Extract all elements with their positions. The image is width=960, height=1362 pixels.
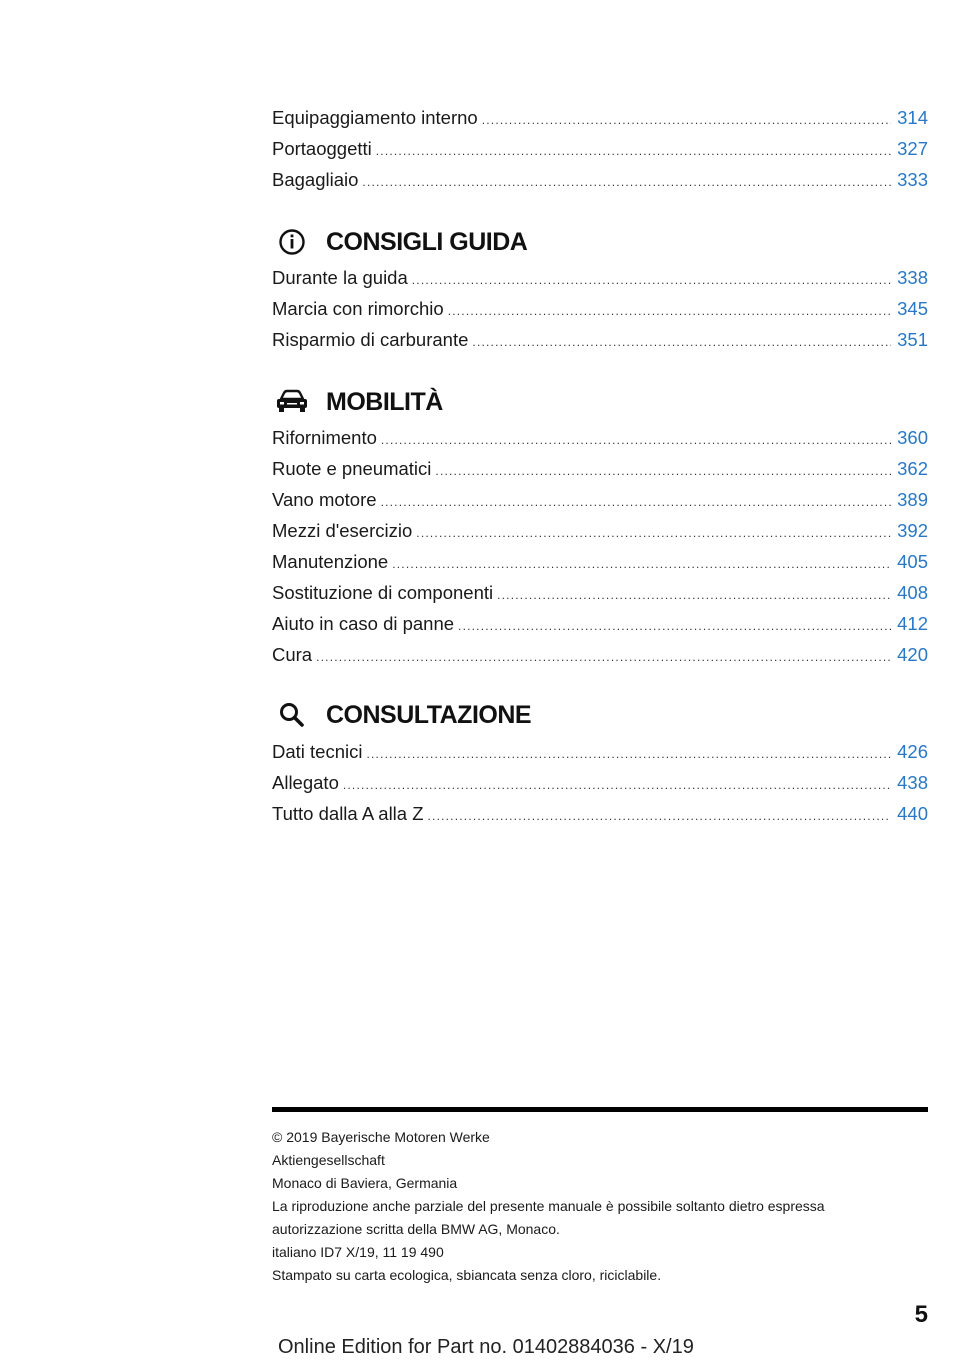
imprint bbox=[272, 1126, 932, 1287]
toc-entry-page[interactable]: 438 bbox=[897, 772, 928, 793]
car-icon bbox=[272, 382, 312, 422]
section-title: CONSULTAZIONE bbox=[326, 700, 532, 729]
toc-entry-page[interactable]: 362 bbox=[897, 458, 928, 479]
toc-entry-label: Risparmio di carburante bbox=[272, 329, 469, 350]
toc-entry-page[interactable]: 314 bbox=[897, 107, 928, 128]
toc-entry-page[interactable]: 392 bbox=[897, 520, 928, 541]
toc-leader-dots bbox=[458, 611, 891, 642]
toc-entry[interactable] bbox=[272, 324, 928, 355]
toc-entry-page[interactable]: 440 bbox=[897, 803, 928, 824]
imprint-line: Stampato su carta ecologica, sbiancata senza cloro, riciclabile. bbox=[272, 1267, 662, 1283]
toc-entry-page[interactable]: 405 bbox=[897, 551, 928, 572]
toc-leader-dots bbox=[366, 739, 891, 770]
toc-entry-label: Portaoggetti bbox=[272, 138, 372, 159]
toc-entry-label: Marcia con rimorchio bbox=[272, 298, 444, 319]
toc-leader-dots bbox=[497, 580, 891, 611]
toc-group-intro bbox=[272, 102, 928, 195]
toc-entry[interactable] bbox=[272, 164, 928, 195]
toc-entry-page[interactable]: 327 bbox=[897, 138, 928, 159]
toc-leader-dots bbox=[448, 296, 891, 327]
toc-entry-page[interactable]: 345 bbox=[897, 298, 928, 319]
toc-entry[interactable] bbox=[272, 102, 928, 133]
toc-entry[interactable] bbox=[272, 262, 928, 293]
toc-entry[interactable] bbox=[272, 422, 928, 453]
toc-group-consultazione bbox=[272, 736, 928, 829]
toc-group-mobilita bbox=[272, 422, 928, 670]
toc-entry[interactable] bbox=[272, 293, 928, 324]
toc-entry-label: Mezzi d'esercizio bbox=[272, 520, 413, 541]
toc-entry-page[interactable]: 389 bbox=[897, 489, 928, 510]
toc-entry[interactable] bbox=[272, 453, 928, 484]
section-title: MOBILITÀ bbox=[326, 387, 443, 416]
toc-entry[interactable] bbox=[272, 133, 928, 164]
toc-entry-label: Cura bbox=[272, 644, 313, 665]
toc-leader-dots bbox=[343, 770, 891, 801]
section-heading-consultazione bbox=[272, 695, 928, 735]
toc-entry-label: Aiuto in caso di panne bbox=[272, 613, 455, 634]
toc-leader-dots bbox=[362, 167, 891, 198]
toc-entry-label: Durante la guida bbox=[272, 267, 408, 288]
toc-entry-page[interactable]: 412 bbox=[897, 613, 928, 634]
toc-entry-page[interactable]: 426 bbox=[897, 741, 928, 762]
imprint-line: Monaco di Baviera, Germania bbox=[272, 1175, 458, 1191]
divider-rule bbox=[272, 1107, 928, 1112]
toc-entry[interactable] bbox=[272, 639, 928, 670]
toc-leader-dots bbox=[412, 265, 891, 296]
toc-leader-dots bbox=[472, 327, 891, 358]
toc-entry-label: Vano motore bbox=[272, 489, 377, 510]
toc-entry-label: Dati tecnici bbox=[272, 741, 363, 762]
info-icon bbox=[272, 222, 312, 262]
imprint-line: autorizzazione scritta della BMW AG, Monaco. bbox=[272, 1221, 560, 1237]
toc-entry[interactable] bbox=[272, 736, 928, 767]
toc-entry[interactable] bbox=[272, 767, 928, 798]
search-icon bbox=[272, 695, 312, 735]
toc-entry-label: Equipaggiamento interno bbox=[272, 107, 478, 128]
imprint-line: Aktiengesellschaft bbox=[272, 1152, 385, 1168]
toc-leader-dots bbox=[428, 801, 892, 832]
toc-entry-label: Tutto dalla A alla Z bbox=[272, 803, 424, 824]
toc-entry[interactable] bbox=[272, 484, 928, 515]
toc-entry[interactable] bbox=[272, 798, 928, 829]
toc-leader-dots bbox=[381, 425, 891, 456]
toc-entry-label: Bagagliaio bbox=[272, 169, 359, 190]
toc-entry-label: Sostituzione di componenti bbox=[272, 582, 494, 603]
toc-leader-dots bbox=[482, 105, 891, 136]
toc-entry[interactable] bbox=[272, 608, 928, 639]
footer-edition-note: Online Edition for Part no. 01402884036 - X/19 bbox=[278, 1336, 694, 1358]
section-title: CONSIGLI GUIDA bbox=[326, 227, 528, 256]
toc-leader-dots bbox=[435, 456, 891, 487]
toc-leader-dots bbox=[381, 487, 892, 518]
toc-leader-dots bbox=[316, 642, 891, 673]
toc-leader-dots bbox=[376, 136, 891, 167]
toc-entry-page[interactable]: 408 bbox=[897, 582, 928, 603]
imprint-line: © 2019 Bayerische Motoren Werke bbox=[272, 1129, 490, 1145]
toc-entry-page[interactable]: 360 bbox=[897, 427, 928, 448]
toc-entry[interactable] bbox=[272, 515, 928, 546]
toc-leader-dots bbox=[416, 518, 891, 549]
toc-entry[interactable] bbox=[272, 546, 928, 577]
section-heading-consigli-guida bbox=[272, 222, 928, 262]
imprint-line: italiano ID7 X/19, 11 19 490 bbox=[272, 1244, 444, 1260]
toc-entry-label: Rifornimento bbox=[272, 427, 377, 448]
toc-entry-page[interactable]: 420 bbox=[897, 644, 928, 665]
toc-entry-page[interactable]: 338 bbox=[897, 267, 928, 288]
imprint-line: La riproduzione anche parziale del presente manuale è possibile soltanto dietro espressa bbox=[272, 1198, 825, 1214]
toc-entry-label: Allegato bbox=[272, 772, 339, 793]
toc-group-consigli-guida bbox=[272, 262, 928, 355]
toc-entry-page[interactable]: 351 bbox=[897, 329, 928, 350]
page-number: 5 bbox=[914, 1301, 928, 1328]
toc-entry-label: Ruote e pneumatici bbox=[272, 458, 432, 479]
toc-leader-dots bbox=[392, 549, 891, 580]
section-heading-mobilita bbox=[272, 382, 928, 422]
toc-entry-label: Manutenzione bbox=[272, 551, 389, 572]
toc-entry[interactable] bbox=[272, 577, 928, 608]
toc-entry-page[interactable]: 333 bbox=[897, 169, 928, 190]
